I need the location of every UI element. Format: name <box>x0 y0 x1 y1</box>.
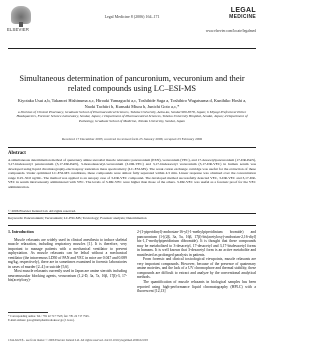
body-top-rule <box>8 225 256 226</box>
journal-masthead <box>8 5 256 45</box>
paragraph: Muscle relaxants are widely used in clinical anesthesia to induce skeletal muscle relaxation, including respiratory muscles [1]. It is therefore, very important to manage patients with a mechanical ventilator to prevent asphyxiation. As muscle relaxants can be lethal without a mechanical ventilator (the intravenous LD50 of PAN and VEC in mice are 0.047 and 0.089 mg/kg, respectively), there are in sometimes examined in forensic laboratories in cases of murder [2–4] or suicide [5,6]. <box>8 237 127 269</box>
paragraph: The quantification of muscle relaxants in biological samples has been reported using high-performance liquid chromatography (HPLC) with a fluorescent [12,13] <box>137 280 256 294</box>
journal-name: LEGAL MEDICINE <box>229 7 256 20</box>
abstract-text: A simultaneous determination method of quaternary amine steroidal muscle relaxants: pancuronium (PXN), vecuronium (VEC), and 17-desacetylpancuronium (17-DR-PAN), 3,17-bisdesacetyl pancuronium (3,17-DR-PAN), 3-monodesacetyl-vecuronium (3-DR-VEC) and 3,17-bisdesacetyl vecuronium (3,17-DR-VEC) in human serum was developed using liquid chromatography-electrospray ionization mass spectrometry (LC-ESI-MS). The weak cation exchange cartridge was useful for the extraction of these compounds. Under optimized LC-ESI-MS conditions, these compounds were almost fully separated within 4.5 min. Linear response was obtained over the concentration range 0.25–50.0 ng/mL. The method was applied to an autopsy case of 3-DR-VEC compound. The developed method successfully detected VEC, 3-DR-VEC and 3,17-DR-VEC in serum intravenously administered with VEC. The levels of 3-DR-VEC were higher than those of the others. 3-DR-VEC was useful as a forensic proof for the VEC administration. <box>8 158 256 189</box>
keywords-rule <box>8 213 256 214</box>
paragraph: Most muscle relaxants currently used in Japan are amine steroids including neuromuscular blocking agents, vecuronium (1,2-D, 3a, 7a, 16β, 17β)-3, 17-bis(acetyloxy)- <box>8 269 127 283</box>
section-heading: 1. Introduction <box>8 229 34 234</box>
footnote-email[interactable]: E-mail address: goto@mail.pharm.tohoku.ac.jp (J. Goto). <box>8 317 75 322</box>
left-column <box>8 230 127 283</box>
masthead-rule <box>8 48 256 49</box>
footnote-rule <box>8 312 48 313</box>
article-title: Simultaneous determination of pancuronium, vecuronium and their related compounds using LC–ESI-MS <box>19 74 245 93</box>
elsevier-logo <box>8 5 34 33</box>
paragraph: 2-(1-piperidinyl)-androstan-16-yl]-1-methylpiperidinium bromide) and pancuronium (1-[(2β, 3a, 5a, 16β, 17β)-bis(acetyloxy)-androstan-2,16-diyl] bis-1,1'-methylpiperidinium dibromide). It is thought that these compounds may be metabolized to 3-desacetyl, 17-desacetyl and 3,17-bisdesacetyl forms in humans. It is well known that 3-desacetyl form is an active metabolite and manifested as prolonged paralysis in patients. <box>137 230 256 257</box>
copyright-notice: © 2006 Elsevier Ireland Ltd. All rights reserved. <box>8 209 76 213</box>
footnotes <box>8 315 127 322</box>
abstract-top-rule <box>8 147 256 148</box>
keywords: Keywords: Pancuronium; Vecuronium; LC-ESI-MS; Toxicology; Forensic analysis; Determination <box>8 216 147 220</box>
footnote-corresponding-author: * Corresponding author. Tel.: +81 22 717 7525; fax: +81 22 717 7545. <box>8 314 90 318</box>
paragraph: From forensic and clinical toxicological viewpoints, muscle relaxants are very important compounds. However, because of the presence of quaternary amine moieties, and the lack of a UV chromophore and thermal stability, these compounds are difficult to extract and analyze by the conventional analytical methods. <box>137 257 256 280</box>
right-column <box>137 230 256 294</box>
doi-line: 1344-6223/$ - see front matter © 2006 Elsevier Ireland Ltd. All rights reserved. doi:10.1016/j.legalmed.2006.02.003 <box>8 338 148 342</box>
abstract-heading: Abstract <box>8 151 26 156</box>
publisher-logo-text: ELSEVIER <box>7 27 30 32</box>
author-list: Kiyotaka Usui a,b, Takanori Hishinuma a,c, Hiroaki Yamaguchi a,c, Toshihide Saga a, Toshihiro Wagatsuma d, Kunihiko Hoshi a, Naoki Tachiiri b, Kunsaki Miura b, Junichi Goto a,c,* <box>17 98 247 109</box>
received-dates: Received 17 December 2005; received in revised form 25 January 2006; accepted 23 February 2006 <box>61 137 203 141</box>
journal-reference: Legal Medicine 8 (2006) 164–171 <box>104 14 160 19</box>
affiliations: a Division of Clinical Pharmacy, Graduate School of Pharmaceutical Sciences, Tohoku University, Aoba-ku, Sendai 980-8578, Japan; b Miyagi Prefectural Police Headquarters, Forensic Science Laboratory, Sendai, Japan; c Department of Pharmaceutical Sciences, Tohoku University Hospital, Sendai, Japan; d Department of Pathology, Graduate School of Medicine, Tohoku University, Sendai, Japan <box>16 110 248 123</box>
journal-website[interactable]: www.elsevier.com/locate/legalmed <box>205 29 256 33</box>
